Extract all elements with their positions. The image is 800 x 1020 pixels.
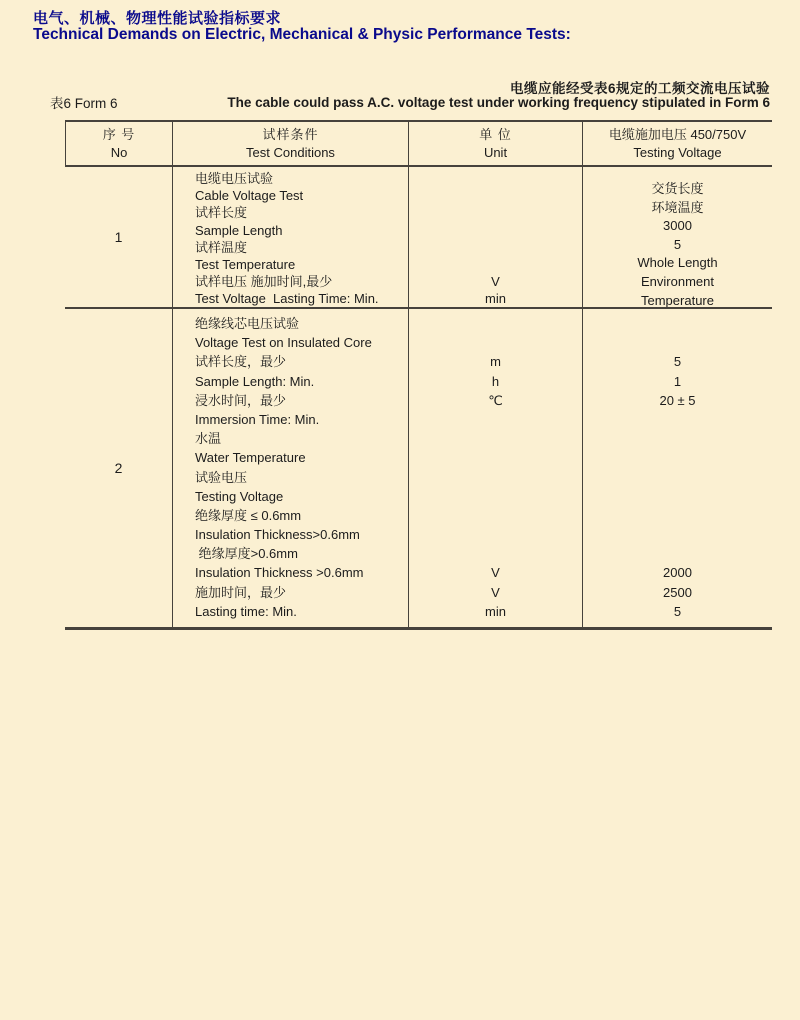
text-line: V — [491, 274, 500, 290]
text-line: Test Temperature — [195, 256, 296, 272]
text-line — [409, 239, 582, 256]
text-line — [583, 314, 772, 333]
text-line: Cable Voltage Test — [195, 188, 304, 204]
table-header-row — [65, 122, 772, 167]
header-unit-cn: 单 位 — [479, 126, 512, 142]
text-line: 1 — [673, 373, 682, 389]
header-no — [65, 122, 172, 165]
text-line: 电缆电压试验 — [195, 171, 274, 186]
text-line: 5 — [673, 603, 682, 619]
text-line: V — [491, 584, 500, 600]
text-line — [409, 204, 582, 221]
text-line: 绝缘厚度>0.6mm — [195, 546, 298, 562]
text-line — [409, 487, 582, 506]
text-line — [409, 468, 582, 487]
header-no-en: No — [110, 144, 128, 160]
text-line: 试样长度，最少 — [195, 354, 287, 370]
table-row-2 — [65, 309, 772, 627]
page-title-en: Technical Demands on Electric, Mechanical & Physic Performance Tests: — [33, 26, 571, 43]
text-line — [409, 544, 582, 563]
form-label: 表6 Form 6 — [50, 96, 118, 111]
text-line: Lasting time: Min. — [195, 603, 297, 619]
table-note-en: The cable could pass A.C. voltage test under working frequency stipulated in Form 6 — [227, 95, 770, 110]
text-line — [583, 429, 772, 448]
text-line: Whole Length — [637, 255, 718, 271]
text-line: Water Temperature — [195, 450, 306, 466]
text-line — [409, 256, 582, 273]
text-line: 环境温度 — [651, 199, 704, 215]
header-voltage-en: Testing Voltage — [633, 144, 722, 160]
text-line — [409, 333, 582, 352]
row2-units — [408, 309, 582, 627]
text-line: V — [491, 565, 500, 581]
text-line: Test Voltage Lasting Time: Min. — [195, 291, 379, 307]
text-line — [409, 410, 582, 429]
text-line: Sample Length: Min. — [195, 373, 315, 389]
header-conditions — [172, 122, 408, 165]
row1-conditions — [172, 167, 408, 307]
text-line: 施加时间，最少 — [195, 584, 287, 600]
text-line — [583, 506, 772, 525]
text-line: 绝缘线芯电压试验 — [195, 316, 300, 331]
text-line: h — [491, 373, 500, 389]
table-note-cn: 电缆应能经受表6规定的工频交流电压试验 — [509, 81, 770, 96]
header-no-cn: 序 号 — [102, 126, 136, 142]
header-conditions-cn: 试样条件 — [262, 126, 319, 142]
text-line: 2000 — [663, 565, 692, 581]
text-line: 绝缘厚度 ≤ 0.6mm — [195, 507, 302, 523]
text-line: min — [485, 603, 506, 619]
text-line: 试验电压 — [195, 469, 248, 485]
text-line — [583, 333, 772, 352]
text-line — [583, 487, 772, 506]
text-line — [409, 429, 582, 448]
text-line — [583, 410, 772, 429]
text-line — [409, 314, 582, 333]
text-line — [409, 506, 582, 525]
header-voltage-cn: 电缆施加电压 450/750V — [608, 126, 747, 142]
text-line: 试样温度 — [195, 239, 248, 255]
text-line: 2500 — [663, 584, 692, 600]
text-line: Temperature — [641, 292, 714, 307]
text-line: 交货长度 — [651, 181, 704, 196]
text-line: 水温 — [195, 431, 222, 447]
row1-values — [582, 167, 772, 307]
text-line — [409, 170, 582, 187]
row2-values — [582, 309, 772, 627]
test-table — [65, 120, 772, 630]
text-line: 浸水时间，最少 — [195, 392, 287, 408]
header-unit-en: Unit — [483, 144, 508, 160]
text-line: 3000 — [663, 218, 692, 234]
text-line — [409, 448, 582, 467]
row1-units — [408, 167, 582, 307]
text-line: 试样电压 施加时间,最少 — [195, 274, 333, 290]
text-line: 20 ± 5 — [659, 392, 696, 408]
text-line — [409, 187, 582, 204]
text-line: m — [490, 354, 501, 370]
text-line: Insulation Thickness>0.6mm — [195, 527, 360, 543]
header-voltage — [582, 122, 772, 165]
text-line: min — [485, 291, 506, 307]
text-line: ℃ — [488, 392, 503, 408]
text-line: 5 — [673, 236, 682, 252]
text-line: Immersion Time: Min. — [195, 411, 320, 427]
row1-no: 1 — [114, 229, 123, 245]
text-line: Testing Voltage — [195, 488, 284, 504]
text-line — [409, 222, 582, 239]
text-line — [583, 448, 772, 467]
text-line: Sample Length — [195, 222, 283, 238]
table-row-1 — [65, 167, 772, 309]
text-line — [583, 544, 772, 563]
header-unit — [408, 122, 582, 165]
text-line — [583, 525, 772, 544]
row2-no: 2 — [114, 460, 123, 476]
text-line — [409, 525, 582, 544]
page-title-cn: 电气、机械、物理性能试验指标要求 — [33, 10, 282, 27]
text-line: Environment — [641, 273, 714, 289]
text-line: Insulation Thickness >0.6mm — [195, 565, 364, 581]
text-line: 试样长度 — [195, 205, 248, 221]
header-conditions-en: Test Conditions — [246, 144, 335, 160]
row2-conditions — [172, 309, 408, 627]
text-line: Voltage Test on Insulated Core — [195, 335, 372, 351]
text-line — [583, 468, 772, 487]
text-line: 5 — [673, 354, 682, 370]
